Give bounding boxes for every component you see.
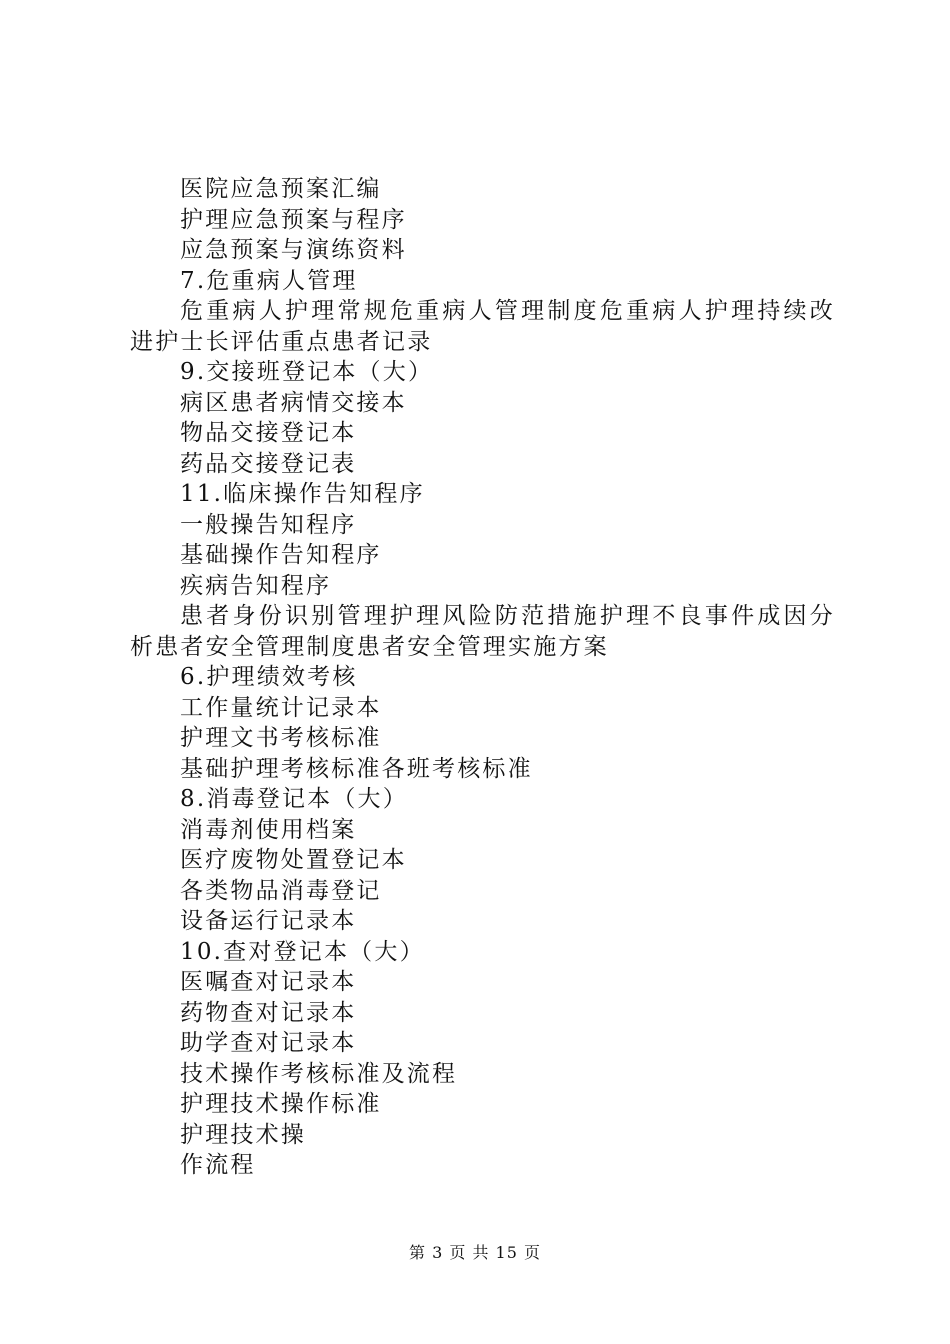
text-line: 应急预案与演练资料 xyxy=(180,237,407,263)
text-line: 设备运行记录本 xyxy=(180,908,357,934)
text-line: 8.消毒登记本（大） xyxy=(180,786,408,812)
text-line: 消毒剂使用档案 xyxy=(180,816,357,843)
text-line: 疾病告知程序 xyxy=(180,572,332,599)
text-line: 物品交接登记本 xyxy=(180,420,357,446)
text-line: 11.临床操作告知程序 xyxy=(180,481,425,507)
text-line: 基础护理考核标准各班考核标准 xyxy=(180,755,533,782)
text-line: 7.危重病人管理 xyxy=(180,267,358,294)
text-line: 护理技术操作标准 xyxy=(180,1091,382,1117)
text-line: 药品交接登记表 xyxy=(180,450,357,477)
text-line: 医院应急预案汇编 xyxy=(180,176,382,202)
text-line: 助学查对记录本 xyxy=(180,1030,357,1056)
text-line: 作流程 xyxy=(180,1152,256,1178)
text-line: 护理技术操 xyxy=(180,1121,306,1148)
text-line: 各类物品消毒登记 xyxy=(180,877,382,904)
text-line: 基础操作告知程序 xyxy=(180,542,382,568)
text-line: 护理应急预案与程序 xyxy=(180,206,407,233)
text-line: 医疗废物处置登记本 xyxy=(180,847,407,873)
text-line: 护理文书考核标准 xyxy=(180,725,382,751)
page-footer: 第 3 页 共 15 页 xyxy=(409,1243,541,1262)
text-line: 医嘱查对记录本 xyxy=(180,969,357,995)
text-paragraph: 危重病人护理常规危重病人管理制度危重病人护理持续改进护士长评估重点患者记录 xyxy=(130,298,835,355)
text-line: 工作量统计记录本 xyxy=(180,694,382,721)
text-line: 一般操告知程序 xyxy=(180,511,357,538)
text-line: 10.查对登记本（大） xyxy=(180,938,425,965)
text-line: 9.交接班登记本（大） xyxy=(180,359,434,385)
text-line: 药物查对记录本 xyxy=(180,999,357,1026)
text-paragraph: 患者身份识别管理护理风险防范措施护理不良事件成因分析患者安全管理制度患者安全管理实施方案 xyxy=(130,603,835,660)
text-line: 技术操作考核标准及流程 xyxy=(180,1060,458,1087)
text-line: 病区患者病情交接本 xyxy=(180,389,407,416)
document-body xyxy=(130,174,835,1181)
text-line: 6.护理绩效考核 xyxy=(180,664,358,690)
